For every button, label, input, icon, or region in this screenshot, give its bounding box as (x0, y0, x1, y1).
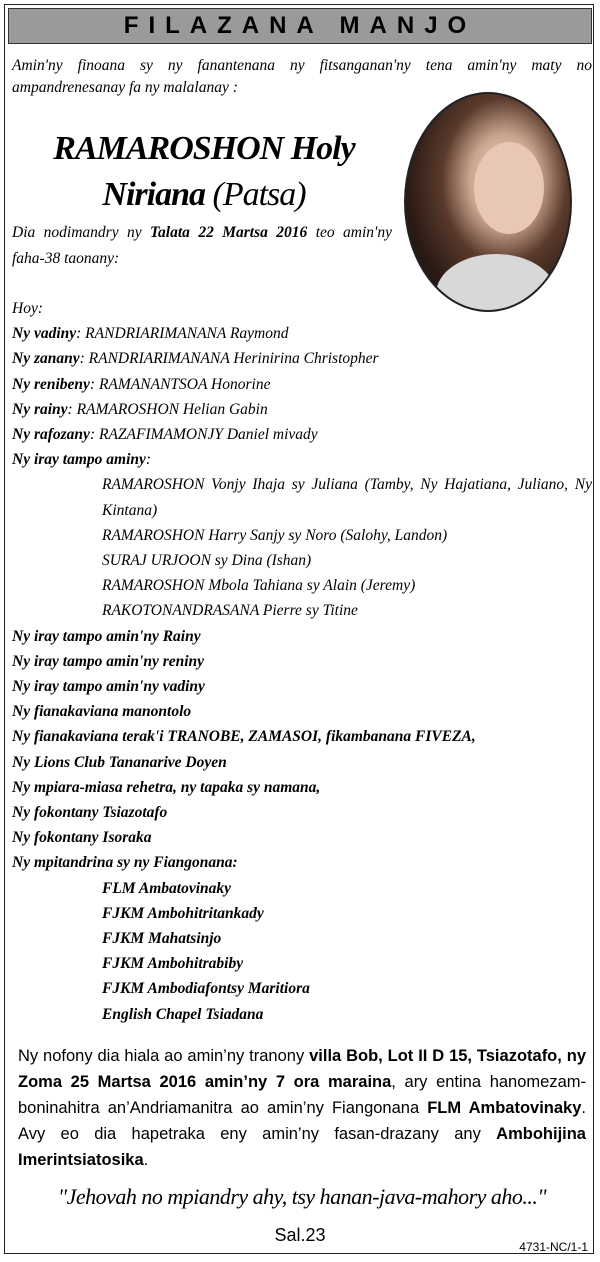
deceased-name (14, 126, 394, 218)
church-row: English Chapel Tsiadana (102, 1005, 264, 1023)
bible-quote: "Jehovah no mpiandry ahy, tsy hanan-java-mahory aho..." (57, 1184, 547, 1209)
family-row: Ny rainy: RAMAROSHON Helian Gabin (12, 400, 268, 418)
relation-row: Ny mpiara-miasa rehetra, ny tapaka sy namana, (12, 778, 321, 796)
name-line-2: Niriana (Patsa) (102, 176, 306, 213)
church-row: FJKM Ambodiafontsy Maritiora (102, 980, 310, 998)
relation-row: Ny fokontany Tsiazotafo (12, 804, 168, 822)
relation-row: Ny iray tampo amin'ny Rainy (12, 627, 201, 645)
family-row: Ny vadiny: RANDRIARIMANANA Raymond (12, 325, 289, 343)
sibling-row: RAMAROSHON Mbola Tahiana sy Alain (Jeremy) (102, 577, 416, 595)
intro-text: Amin'ny finoana sy ny fanantenana ny fitsanganan'ny tena amin'ny maty no ampandrenesanay fa ny malalanay : (12, 57, 592, 96)
portrait-face (474, 142, 544, 234)
hoy-label: Hoy: (12, 300, 43, 317)
name-line-1: RAMAROSHON Holy (53, 130, 355, 167)
family-list (12, 296, 592, 1027)
relation-row: Ny iray tampo amin'ny vadiny (12, 678, 205, 696)
sibling-row: RAKOTONANDRASANA Pierre sy Titine (102, 602, 358, 620)
sibling-row: SURAJ URJOON sy Dina (Ishan) (102, 552, 312, 570)
church-row: FLM Ambatovinaky (102, 879, 232, 897)
header-bar (8, 8, 592, 44)
relation-row: Ny Lions Club Tananarive Doyen (12, 753, 227, 771)
relation-row: Ny iray tampo amin'ny reniny (12, 652, 205, 670)
relation-row: Ny fianakaviana manontolo (12, 703, 192, 721)
header-title: FILAZANA MANJO (123, 12, 477, 39)
church-row: FJKM Mahatsinjo (102, 930, 222, 948)
funeral-details: Ny nofony dia hiala ao amin’ny tranony villa Bob, Lot II D 15, Tsiazotafo, ny Zoma 25 Martsa 2016 amin’ny 7 ora maraina, ary entina hanomezam-boninahitra an’Andriamanitra ao amin’ny Fiangonana FLM Ambatovinaky. Avy eo dia hapetraka eny amin’ny fasan-drazany any Ambohijina Imerintsiatosika. (18, 1047, 586, 1169)
siblings-heading: Ny iray tampo aminy: (12, 451, 152, 469)
church-row: FJKM Ambohitritankady (102, 904, 264, 922)
portrait-photo (404, 92, 572, 312)
family-row: Ny renibeny: RAMANANTSOA Honorine (12, 375, 271, 393)
death-notice: Dia nodimandry ny Talata 22 Martsa 2016 teo amin'ny faha-38 taonany: (12, 224, 392, 267)
relation-row: Ny fianakaviana terak'i TRANOBE, ZAMASOI, fikambanana FIVEZA, (12, 728, 476, 746)
church-row: FJKM Ambohitrabiby (102, 955, 244, 973)
family-row: Ny zanany: RANDRIARIMANANA Herinirina Christopher (12, 350, 379, 368)
quote-reference: Sal.23 (274, 1225, 326, 1245)
nickname: (Patsa) (212, 176, 306, 213)
sibling-row: RAMAROSHON Harry Sanjy sy Noro (Salohy, Landon) (102, 526, 448, 544)
notice-code: 4731-NC/1-1 (519, 1240, 588, 1254)
relation-row: Ny fokontany Isoraka (12, 829, 152, 847)
relation-row: Ny mpitandrina sy ny Fiangonana: (12, 854, 238, 872)
sibling-row: RAMAROSHON Vonjy Ihaja sy Juliana (Tamby, Ny Hajatiana, Juliano, Ny Kintana) (102, 476, 592, 519)
death-date: Talata 22 Martsa 2016 (150, 224, 308, 241)
family-row: Ny rafozany: RAZAFIMAMONJY Daniel mivady (12, 426, 318, 444)
